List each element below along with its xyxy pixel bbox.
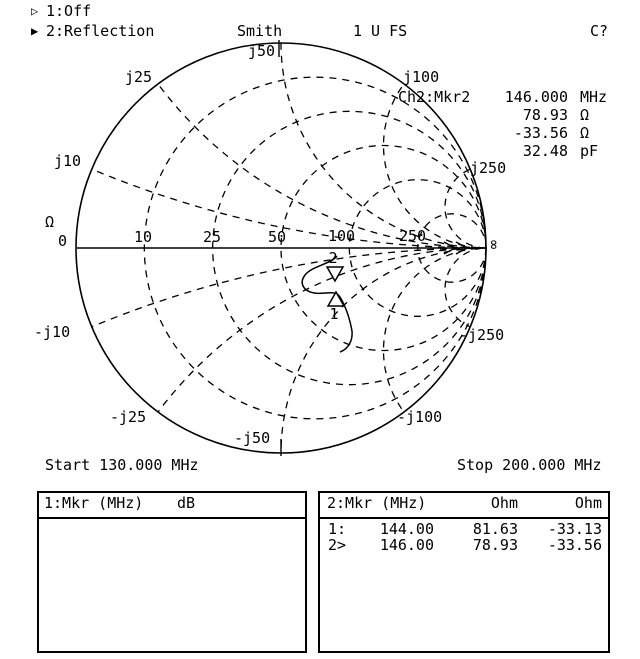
channel-1-marker-icon: ▷ <box>31 4 39 18</box>
ch2-table-title: 2:Mkr (MHz) <box>327 494 427 512</box>
marker-table-ch2 <box>318 491 610 653</box>
chart-label-j10: -j10 <box>34 323 71 341</box>
chart-label-100: 100 <box>328 227 356 245</box>
channel-1-status: 1:Off <box>46 2 92 20</box>
readout-capacitance-value: 32.48 <box>522 142 568 160</box>
trace-marker-label: 2 <box>328 249 338 267</box>
chart-label-10: 10 <box>134 228 153 246</box>
chart-label-j50: -j50 <box>234 429 271 447</box>
chart-label-: Ω <box>45 213 55 231</box>
chart-label-j25: -j25 <box>110 408 147 426</box>
marker-row-freq: 144.00 <box>379 520 434 538</box>
chart-label-j100: -j100 <box>397 408 443 426</box>
format-label: Smith <box>237 22 283 40</box>
readout-capacitance-unit: pF <box>580 142 599 160</box>
ch2-table-col1: Ohm <box>490 494 518 512</box>
marker-row-real: 81.63 <box>472 520 518 538</box>
readout-real-value: 78.93 <box>522 106 568 124</box>
chart-label-: ∞ <box>485 239 504 250</box>
marker-table-ch1 <box>37 491 307 653</box>
trace-marker-label: 1 <box>329 305 339 323</box>
chart-label-j10: j10 <box>54 152 82 170</box>
marker-table-ch1-body <box>39 519 305 651</box>
ch1-table-unit-col: dB <box>177 494 196 512</box>
start-frequency-label: Start 130.000 MHz <box>45 456 199 474</box>
marker-row-real: 78.93 <box>472 536 518 554</box>
chart-label-j50: j50 <box>248 42 276 60</box>
readout-imag-value: -33.56 <box>513 124 568 142</box>
marker-row-id: 2> <box>328 536 347 554</box>
marker-row-imag: -33.56 <box>547 536 602 554</box>
channel-2-marker-icon: ▶ <box>31 24 39 38</box>
ch1-table-title: 1:Mkr (MHz) <box>44 494 144 512</box>
chart-label-j25: j25 <box>125 68 153 86</box>
marker-table-ch2-header <box>320 493 608 519</box>
cal-status-label: C? <box>590 22 609 40</box>
marker-table-ch2-body <box>320 519 608 651</box>
chart-label-25: 25 <box>203 228 222 246</box>
marker-row-id: 1: <box>328 520 347 538</box>
scale-label: 1 U FS <box>353 22 408 40</box>
chart-label-j250: -j250 <box>459 326 505 344</box>
marker-table-row <box>320 537 608 553</box>
readout-freq-unit: MHz <box>580 88 608 106</box>
readout-freq-value: 146.000 <box>504 88 568 106</box>
chart-label-j250: j250 <box>470 159 507 177</box>
channel-2-status: 2:Reflection <box>46 22 155 40</box>
readout-real-unit: Ω <box>580 106 590 124</box>
stop-frequency-label: Stop 200.000 MHz <box>457 456 602 474</box>
ch2-table-col2: Ohm <box>574 494 602 512</box>
chart-label-250: 250 <box>399 227 427 245</box>
chart-label-j100: j100 <box>403 68 440 86</box>
readout-imag-unit: Ω <box>580 124 590 142</box>
marker-row-freq: 146.00 <box>379 536 434 554</box>
marker-table-ch1-header <box>39 493 305 519</box>
marker-row-imag: -33.13 <box>547 520 602 538</box>
marker-table-row <box>320 521 608 537</box>
chart-label-50: 50 <box>268 228 287 246</box>
readout-marker-label: Ch2:Mkr2 <box>398 88 471 106</box>
chart-label-0: 0 <box>58 232 68 250</box>
